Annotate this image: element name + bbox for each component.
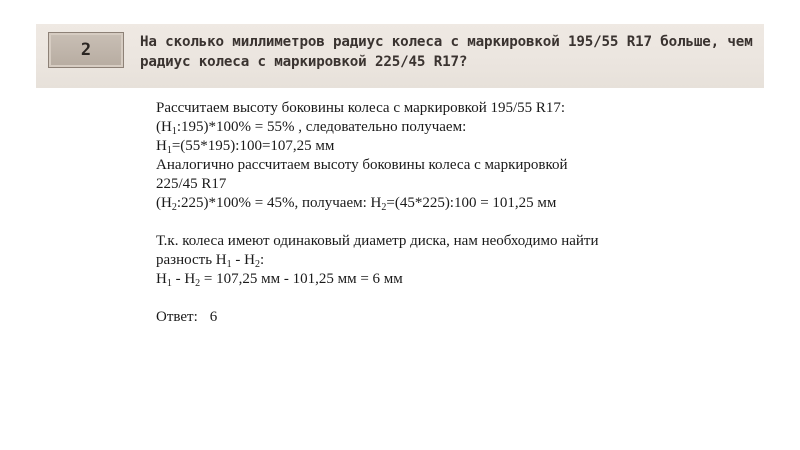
solution-line-4: Аналогично рассчитаем высоту боковины колеса с маркировкой bbox=[156, 157, 568, 173]
text-fragment: H bbox=[156, 138, 167, 154]
text-fragment: : bbox=[259, 252, 265, 268]
subscript: 2 bbox=[381, 202, 387, 213]
solution-line-6 bbox=[156, 194, 716, 213]
spacer bbox=[156, 289, 716, 308]
answer-line bbox=[156, 308, 716, 327]
subscript: 1 bbox=[171, 126, 177, 137]
task-number-badge bbox=[48, 32, 124, 68]
answer-value: 6 bbox=[209, 309, 218, 325]
subscript: 1 bbox=[166, 145, 172, 156]
subscript: 2 bbox=[195, 278, 201, 289]
subscript: 2 bbox=[171, 202, 177, 213]
solution-line-5: 225/45 R17 bbox=[156, 176, 227, 192]
solution-line-1: Рассчитаем высоту боковины колеса с маркировкой 195/55 R17: bbox=[156, 100, 566, 116]
subscript: 1 bbox=[166, 278, 172, 289]
task-question bbox=[140, 32, 760, 72]
subscript: 2 bbox=[254, 259, 260, 270]
text-fragment: - H bbox=[171, 271, 196, 287]
task-number: 2 bbox=[80, 40, 92, 60]
solution-line-7: Т.к. колеса имеют одинаковый диаметр диска, нам необходимо найти bbox=[156, 233, 599, 249]
task-question-line-1: На сколько миллиметров радиус колеса с маркировкой 195/55 R17 больше, чем bbox=[140, 34, 753, 50]
text-fragment: разность H bbox=[156, 252, 227, 268]
spacer bbox=[156, 213, 716, 232]
solution-line-3 bbox=[156, 137, 716, 156]
solution-line-8 bbox=[156, 251, 716, 270]
text-fragment: H bbox=[156, 271, 167, 287]
solution-text bbox=[156, 99, 716, 327]
task-header bbox=[36, 24, 764, 88]
text-fragment: =(55*195):100=107,25 мм bbox=[171, 138, 335, 154]
subscript: 1 bbox=[226, 259, 232, 270]
solution-line-2 bbox=[156, 118, 716, 137]
text-fragment: :225)*100% = 45%, получаем: H bbox=[176, 195, 382, 211]
solution-line-9 bbox=[156, 270, 716, 289]
task-question-line-2: радиус колеса с маркировкой 225/45 R17? bbox=[140, 54, 468, 70]
text-fragment: - H bbox=[231, 252, 255, 268]
text-fragment: :195)*100% = 55% , следовательно получаем: bbox=[176, 119, 467, 135]
text-fragment: = 107,25 мм - 101,25 мм = 6 мм bbox=[200, 271, 403, 287]
text-fragment: (H bbox=[156, 195, 172, 211]
text-fragment: =(45*225):100 = 101,25 мм bbox=[386, 195, 557, 211]
answer-label: Ответ: bbox=[156, 309, 198, 325]
text-fragment: (H bbox=[156, 119, 172, 135]
